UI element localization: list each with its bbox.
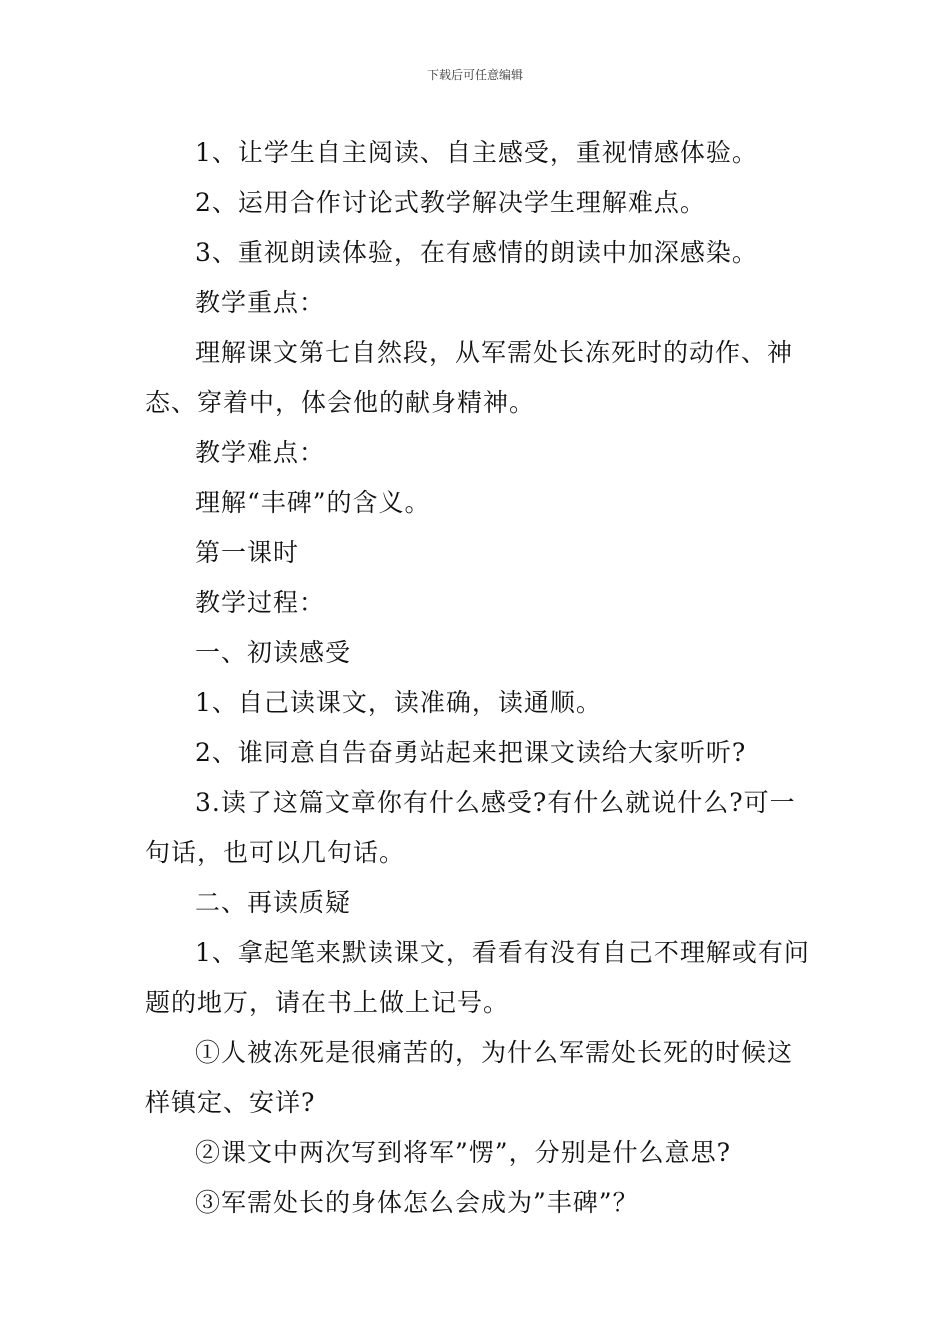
paragraph-step-1-2: 2、谁同意自告奋勇站起来把课文读给大家听听? xyxy=(195,738,747,767)
paragraph-goal-2: 2、运用合作讨论式教学解决学生理解难点。 xyxy=(195,188,706,217)
question-2: ②课文中两次写到将军”愣”，分别是什么意思? xyxy=(195,1138,731,1167)
heading-first-lesson: 第一课时 xyxy=(195,538,300,567)
paragraph-difficulty: 理解“丰碑”的含义。 xyxy=(195,488,431,517)
page-header-note: 下载后可任意编辑 xyxy=(426,68,523,82)
paragraph-key-point: 理解课文第七自然段，从军需处长冻死时的动作、神态、穿着中，体会他的献身精神。 xyxy=(145,338,794,417)
document-body xyxy=(145,128,813,1228)
heading-step-2: 二、再读质疑 xyxy=(195,888,352,917)
heading-step-1: 一、初读感受 xyxy=(195,638,352,667)
paragraph-step-1-3: 3.读了这篇文章你有什么感受?有什么就说什么?可一句话，也可以几句话。 xyxy=(145,788,796,867)
paragraph-goal-3: 3、重视朗读体验，在有感情的朗读中加深感染。 xyxy=(195,238,758,267)
paragraph-goal-1: 1、让学生自主阅读、自主感受，重视情感体验。 xyxy=(195,138,758,167)
heading-process: 教学过程： xyxy=(195,588,326,617)
heading-key-point: 教学重点： xyxy=(195,288,326,317)
paragraph-step-2-1: 1、拿起笔来默读课文，看看有没有自己不理解或有问题的地万，请在书上做上记号。 xyxy=(145,938,810,1017)
question-3: ③军需处长的身体怎么会成为”丰碑”？ xyxy=(195,1188,639,1217)
heading-difficulty: 教学难点： xyxy=(195,438,326,467)
question-1: ①人被冻死是很痛苦的，为什么军需处长死的时候这样镇定、安详? xyxy=(145,1038,794,1117)
paragraph-step-1-1: 1、自己读课文，读准确，读通顺。 xyxy=(195,688,602,717)
